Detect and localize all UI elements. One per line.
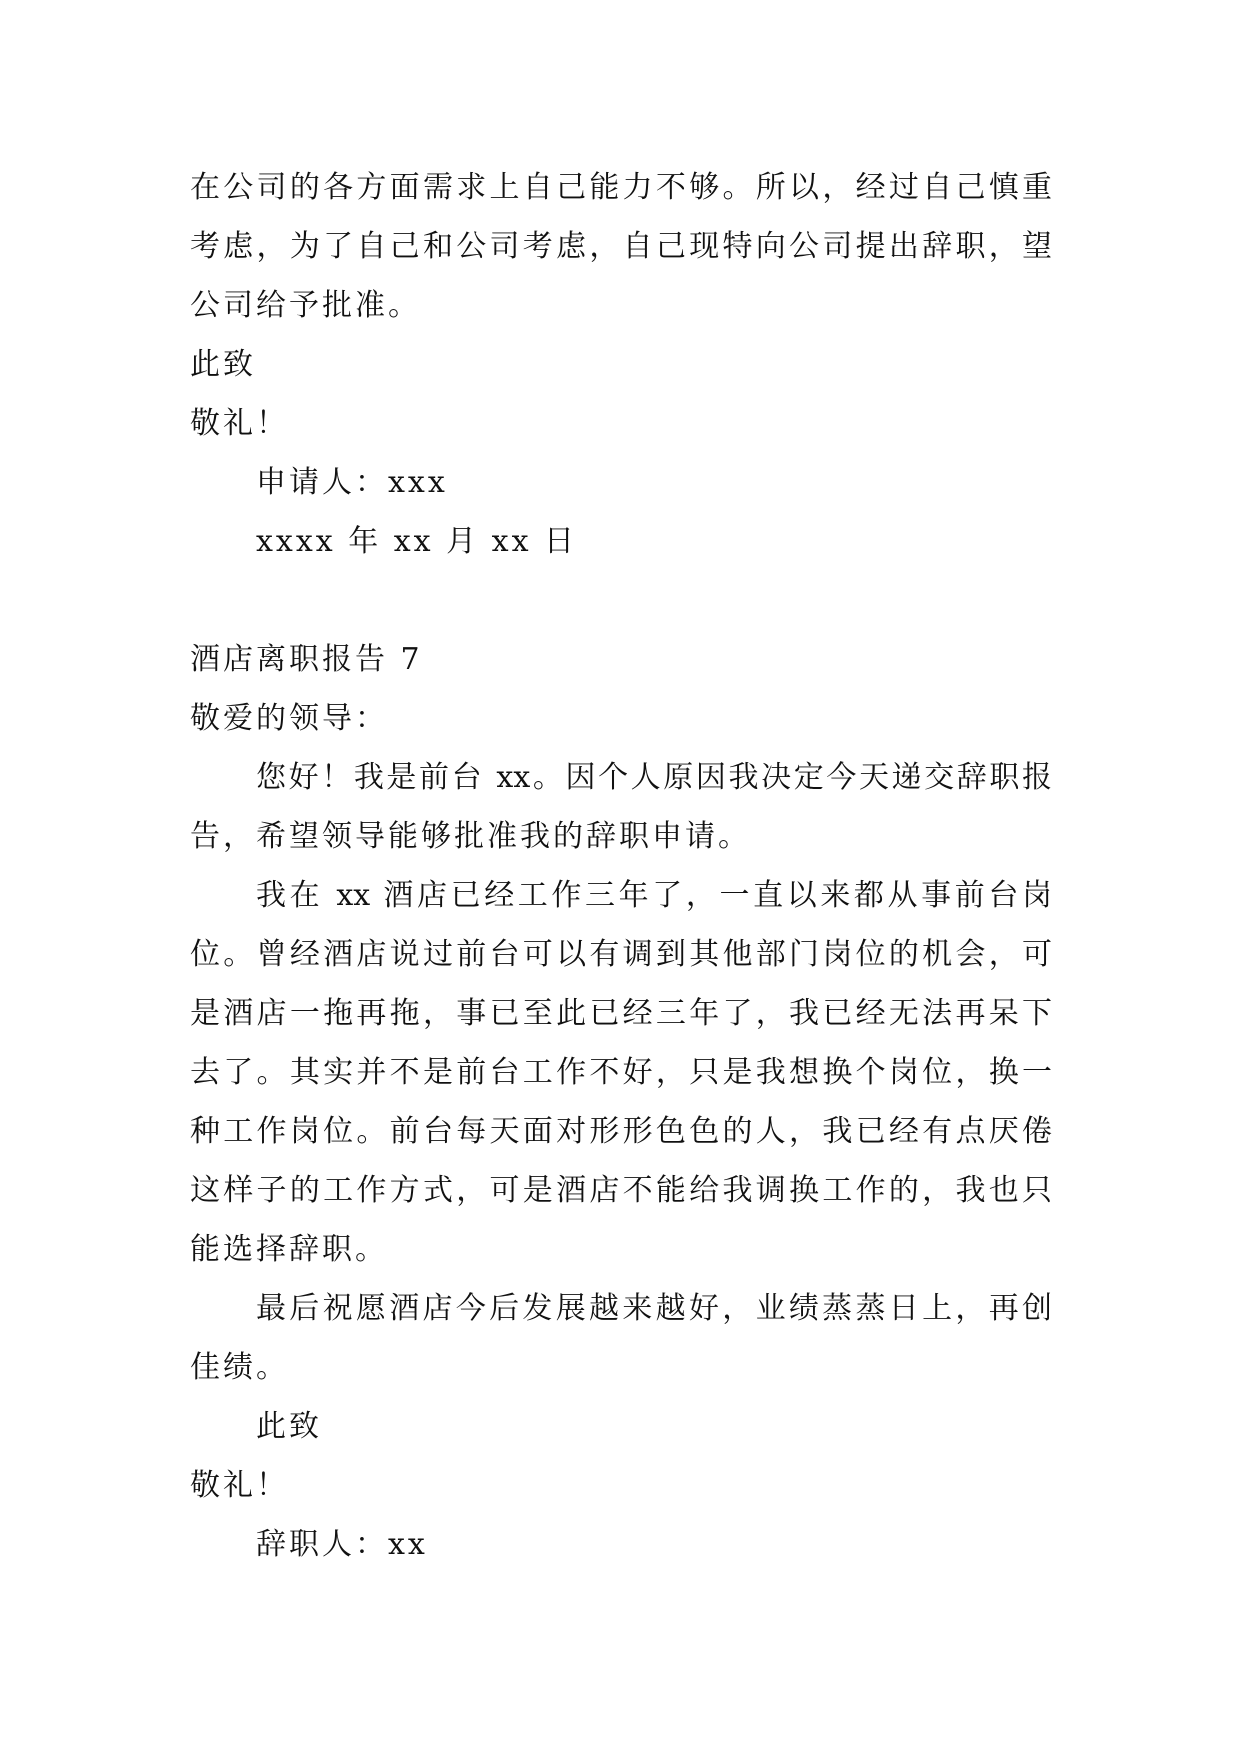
paragraph-line: 我在 xx 酒店已经工作三年了，一直以来都从事前台岗 [256, 878, 1052, 913]
section-spacer [190, 571, 1052, 630]
paragraph-line: 公司给予批准。 [190, 288, 421, 323]
paragraph-line: 去了。其实并不是前台工作不好，只是我想换个岗位，换一 [190, 1055, 1052, 1090]
paragraph-line: 是酒店一拖再拖，事已至此已经三年了，我已经无法再呆下 [190, 996, 1052, 1031]
paragraph-line: 这样子的工作方式，可是酒店不能给我调换工作的，我也只 [190, 1173, 1052, 1208]
paragraph-line: 佳绩。 [190, 1350, 289, 1385]
paragraph-line: 最后祝愿酒店今后发展越来越好，业绩蒸蒸日上，再创 [256, 1291, 1052, 1326]
closing-salute: 敬礼！ [190, 1468, 289, 1503]
paragraph-line: 告，希望领导能够批准我的辞职申请。 [190, 819, 751, 854]
resigner-signature: 辞职人：xx [256, 1527, 428, 1562]
section-title: 酒店离职报告 7 [190, 642, 423, 677]
closing-greeting: 此致 [190, 347, 256, 382]
document-body [190, 158, 1052, 1574]
paragraph-line: 能选择辞职。 [190, 1232, 388, 1267]
paragraph-line: 种工作岗位。前台每天面对形形色色的人，我已经有点厌倦 [190, 1114, 1052, 1149]
paragraph-line: 在公司的各方面需求上自己能力不够。所以，经过自己慎重 [190, 170, 1052, 205]
closing-greeting: 此致 [256, 1409, 322, 1444]
salutation: 敬爱的领导： [190, 701, 388, 736]
applicant-signature: 申请人：xxx [256, 465, 448, 500]
paragraph-line: 您好！我是前台 xx。因个人原因我决定今天递交辞职报 [256, 760, 1052, 795]
closing-salute: 敬礼！ [190, 406, 289, 441]
paragraph-line: 考虑，为了自己和公司考虑，自己现特向公司提出辞职，望 [190, 229, 1052, 264]
paragraph-line: 位。曾经酒店说过前台可以有调到其他部门岗位的机会，可 [190, 937, 1052, 972]
signature-date: xxxx 年 xx 月 xx 日 [256, 524, 578, 559]
